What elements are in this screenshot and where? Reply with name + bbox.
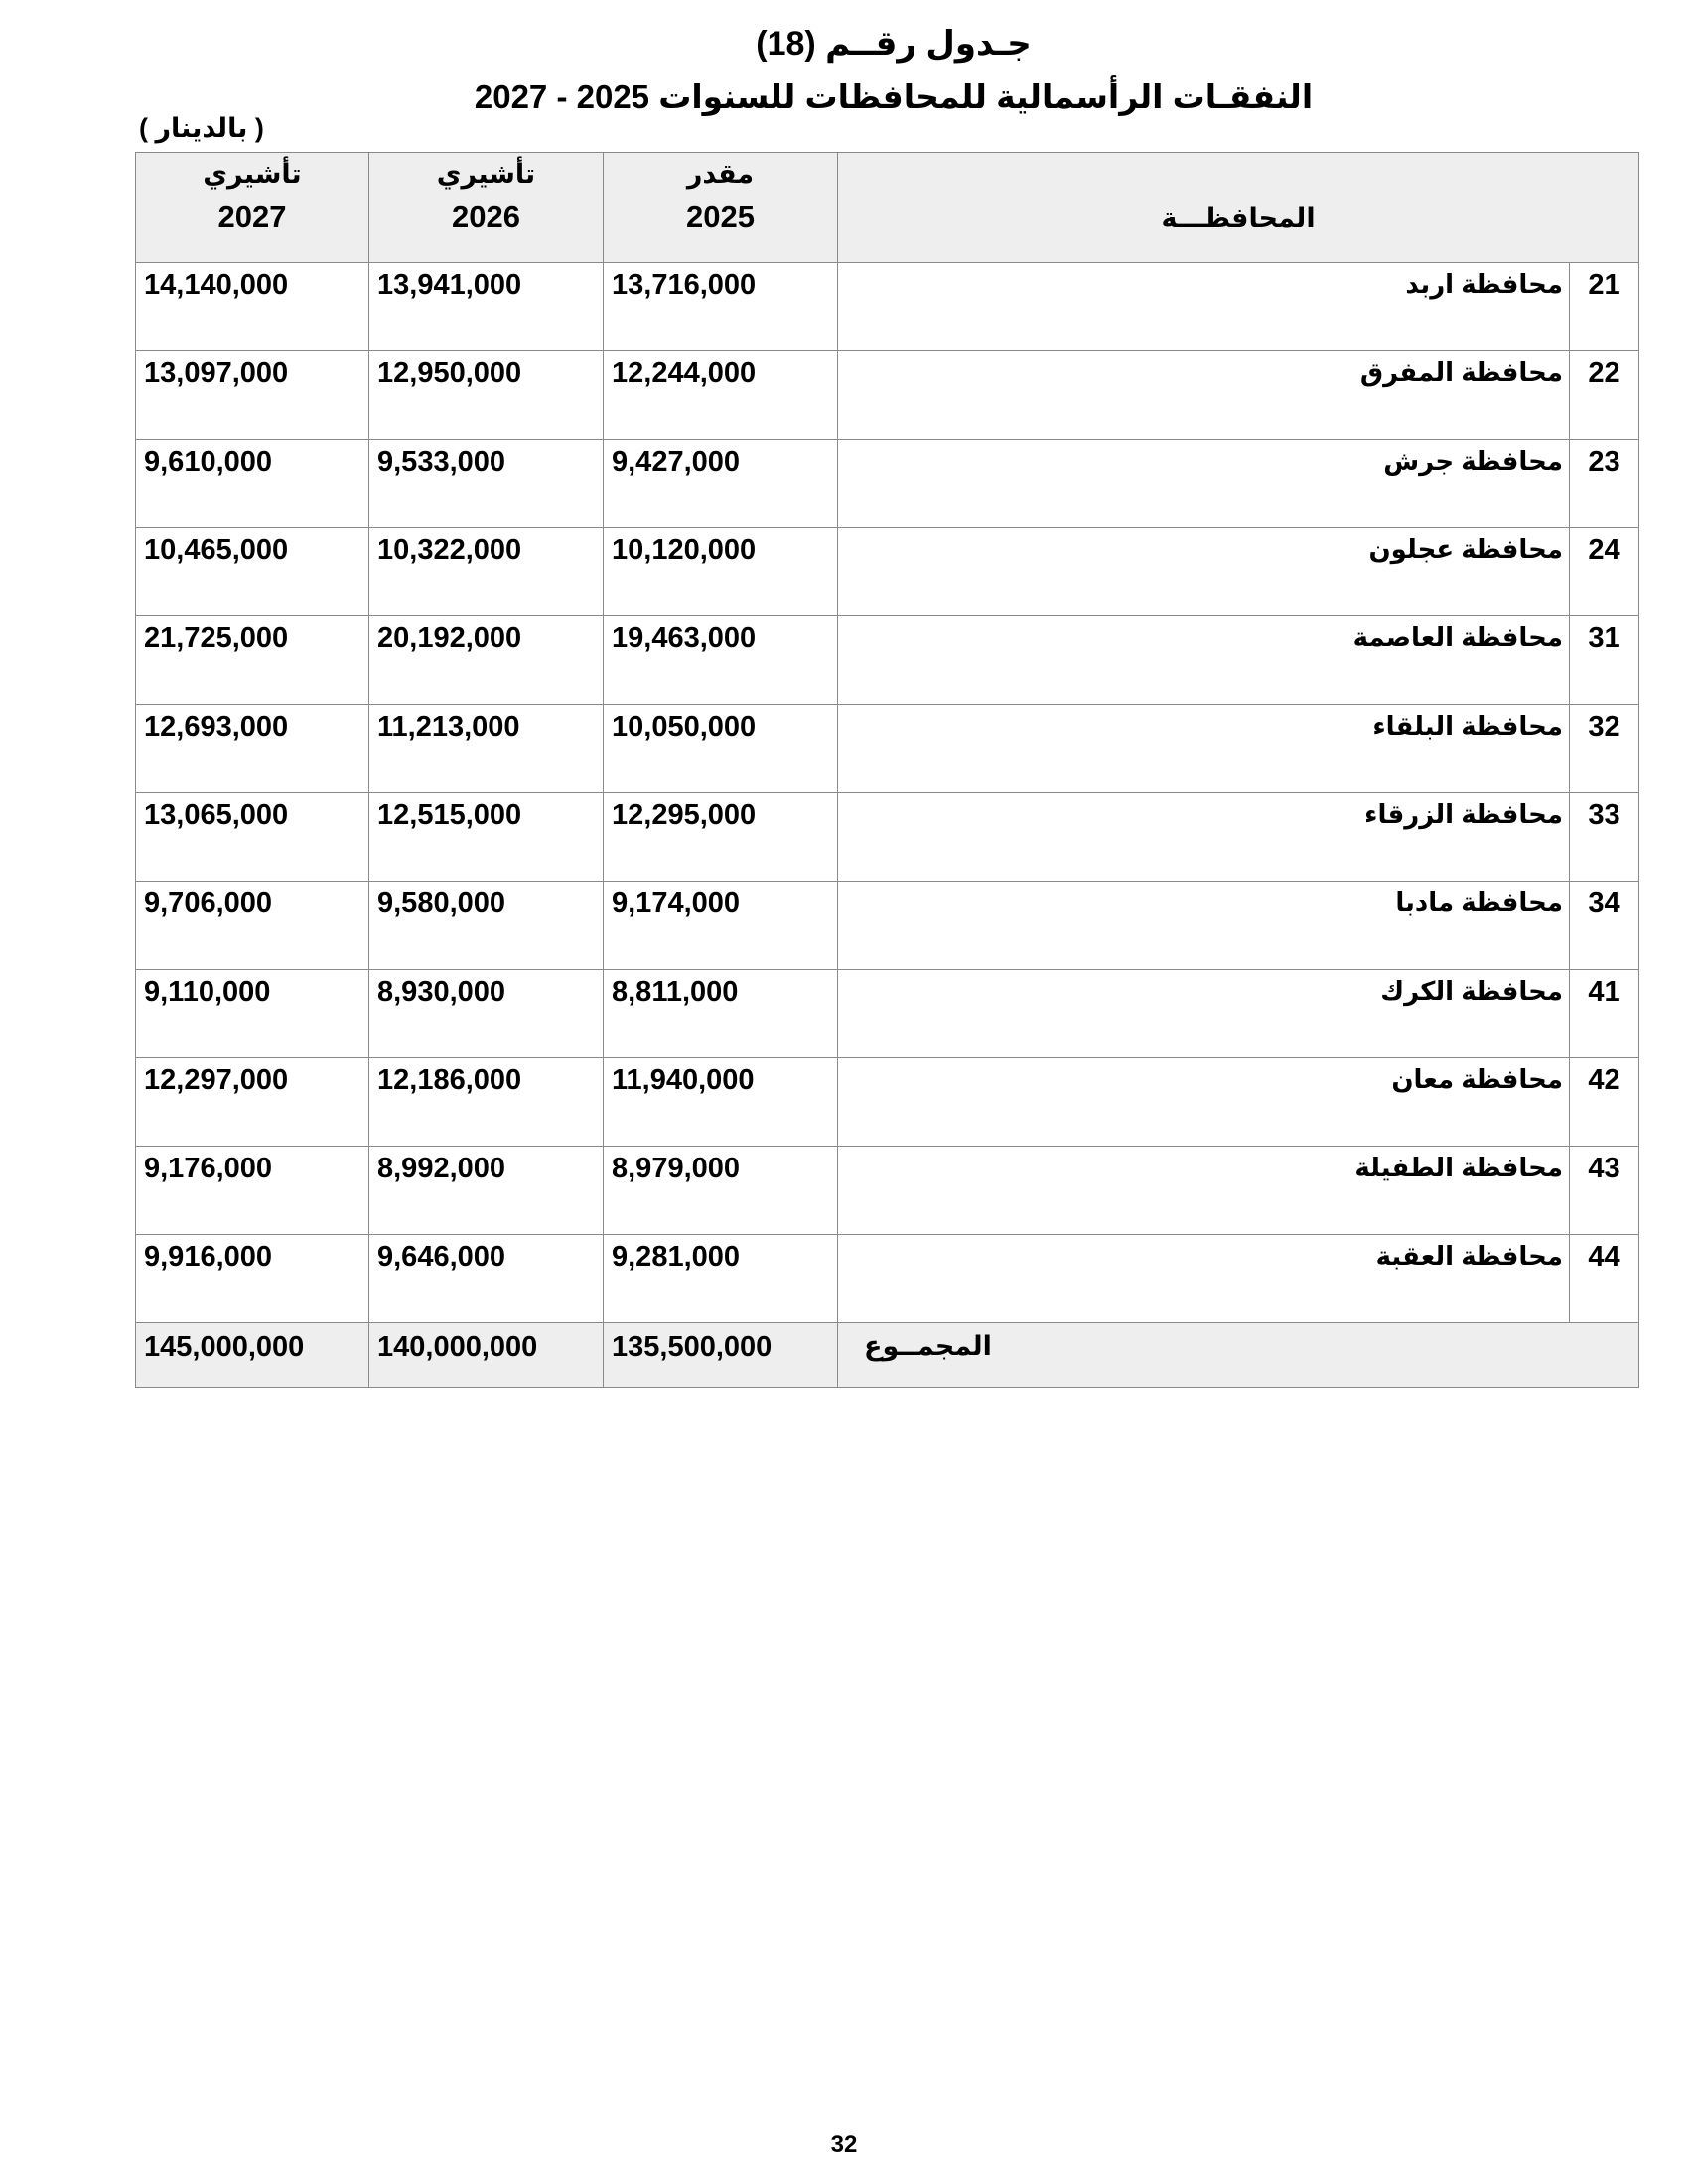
value-2027: 9,706,000	[136, 882, 369, 970]
total-label-text: المجمــوع	[864, 1331, 992, 1361]
header-2025	[604, 153, 838, 263]
table-subtitle: النفقـات الرأسمالية للمحافظات للسنوات 2025 - 2027	[474, 78, 1314, 115]
value-2026: 12,186,000	[369, 1058, 604, 1147]
value-2026: 12,515,000	[369, 793, 604, 882]
table-row	[136, 616, 1639, 705]
governorate-name: محافظة العاصمة	[838, 616, 1570, 705]
governorate-code: 33	[1570, 793, 1639, 882]
governorate-name: محافظة اربد	[838, 263, 1570, 351]
value-2026: 12,950,000	[369, 351, 604, 440]
table-row	[136, 528, 1639, 616]
governorate-name: محافظة البلقاء	[838, 705, 1570, 793]
total-2026: 140,000,000	[369, 1323, 604, 1388]
governorate-name: محافظة الكرك	[838, 970, 1570, 1058]
governorate-code: 34	[1570, 882, 1639, 970]
value-2027: 10,465,000	[136, 528, 369, 616]
value-2025: 10,050,000	[604, 705, 838, 793]
header-2025-label: مقدر	[686, 159, 755, 189]
table-row	[136, 793, 1639, 882]
total-row	[136, 1323, 1639, 1388]
value-2025: 12,295,000	[604, 793, 838, 882]
value-2025: 9,174,000	[604, 882, 838, 970]
value-2026: 13,941,000	[369, 263, 604, 351]
table-row	[136, 440, 1639, 528]
value-2026: 10,322,000	[369, 528, 604, 616]
header-governorate: المحافظـــة	[838, 153, 1639, 263]
governorate-code: 23	[1570, 440, 1639, 528]
total-label	[838, 1323, 1639, 1388]
value-2026: 8,930,000	[369, 970, 604, 1058]
governorate-code: 22	[1570, 351, 1639, 440]
value-2026: 9,580,000	[369, 882, 604, 970]
value-2027: 21,725,000	[136, 616, 369, 705]
governorate-code: 43	[1570, 1147, 1639, 1235]
governorate-code: 31	[1570, 616, 1639, 705]
governorate-name: محافظة المفرق	[838, 351, 1570, 440]
governorate-code: 24	[1570, 528, 1639, 616]
value-2026: 20,192,000	[369, 616, 604, 705]
governorate-code: 44	[1570, 1235, 1639, 1323]
value-2025: 9,281,000	[604, 1235, 838, 1323]
value-2027: 12,693,000	[136, 705, 369, 793]
value-2025: 12,244,000	[604, 351, 838, 440]
value-2026: 11,213,000	[369, 705, 604, 793]
total-2027: 145,000,000	[136, 1323, 369, 1388]
governorate-name: محافظة مادبا	[838, 882, 1570, 970]
table-row	[136, 351, 1639, 440]
value-2025: 8,979,000	[604, 1147, 838, 1235]
value-2026: 8,992,000	[369, 1147, 604, 1235]
table-title: جـدول رقــم (18)	[756, 25, 1032, 63]
governorate-name: محافظة جرش	[838, 440, 1570, 528]
value-2025: 19,463,000	[604, 616, 838, 705]
governorate-code: 42	[1570, 1058, 1639, 1147]
header-2026-year: 2026	[452, 200, 520, 234]
header-2026	[369, 153, 604, 263]
value-2027: 13,065,000	[136, 793, 369, 882]
value-2027: 13,097,000	[136, 351, 369, 440]
governorate-name: محافظة العقبة	[838, 1235, 1570, 1323]
table-row	[136, 1235, 1639, 1323]
value-2025: 9,427,000	[604, 440, 838, 528]
value-2025: 10,120,000	[604, 528, 838, 616]
table-row	[136, 1058, 1639, 1147]
page-number: 32	[830, 2131, 858, 2158]
governorate-name: محافظة معان	[838, 1058, 1570, 1147]
table-header-row	[136, 153, 1639, 263]
header-2026-label: تأشيري	[436, 159, 536, 189]
governorate-name: محافظة عجلون	[838, 528, 1570, 616]
table-row	[136, 882, 1639, 970]
value-2027: 9,610,000	[136, 440, 369, 528]
value-2026: 9,533,000	[369, 440, 604, 528]
table-row	[136, 705, 1639, 793]
governorate-code: 21	[1570, 263, 1639, 351]
table-row	[136, 263, 1639, 351]
value-2027: 12,297,000	[136, 1058, 369, 1147]
governorate-code: 32	[1570, 705, 1639, 793]
value-2027: 14,140,000	[136, 263, 369, 351]
governorate-name: محافظة الزرقاء	[838, 793, 1570, 882]
currency-unit: ( بالدينار )	[139, 113, 264, 143]
header-2027-year: 2027	[217, 200, 287, 234]
table-row	[136, 970, 1639, 1058]
value-2025: 11,940,000	[604, 1058, 838, 1147]
header-2025-year: 2025	[686, 200, 755, 234]
governorate-name: محافظة الطفيلة	[838, 1147, 1570, 1235]
value-2027: 9,176,000	[136, 1147, 369, 1235]
header-2027	[136, 153, 369, 263]
value-2025: 8,811,000	[604, 970, 838, 1058]
table-row	[136, 1147, 1639, 1235]
value-2027: 9,110,000	[136, 970, 369, 1058]
total-2025: 135,500,000	[604, 1323, 838, 1388]
capital-expenditure-table	[135, 152, 1639, 1388]
header-2027-label: تأشيري	[203, 159, 302, 189]
value-2027: 9,916,000	[136, 1235, 369, 1323]
governorate-code: 41	[1570, 970, 1639, 1058]
value-2025: 13,716,000	[604, 263, 838, 351]
value-2026: 9,646,000	[369, 1235, 604, 1323]
